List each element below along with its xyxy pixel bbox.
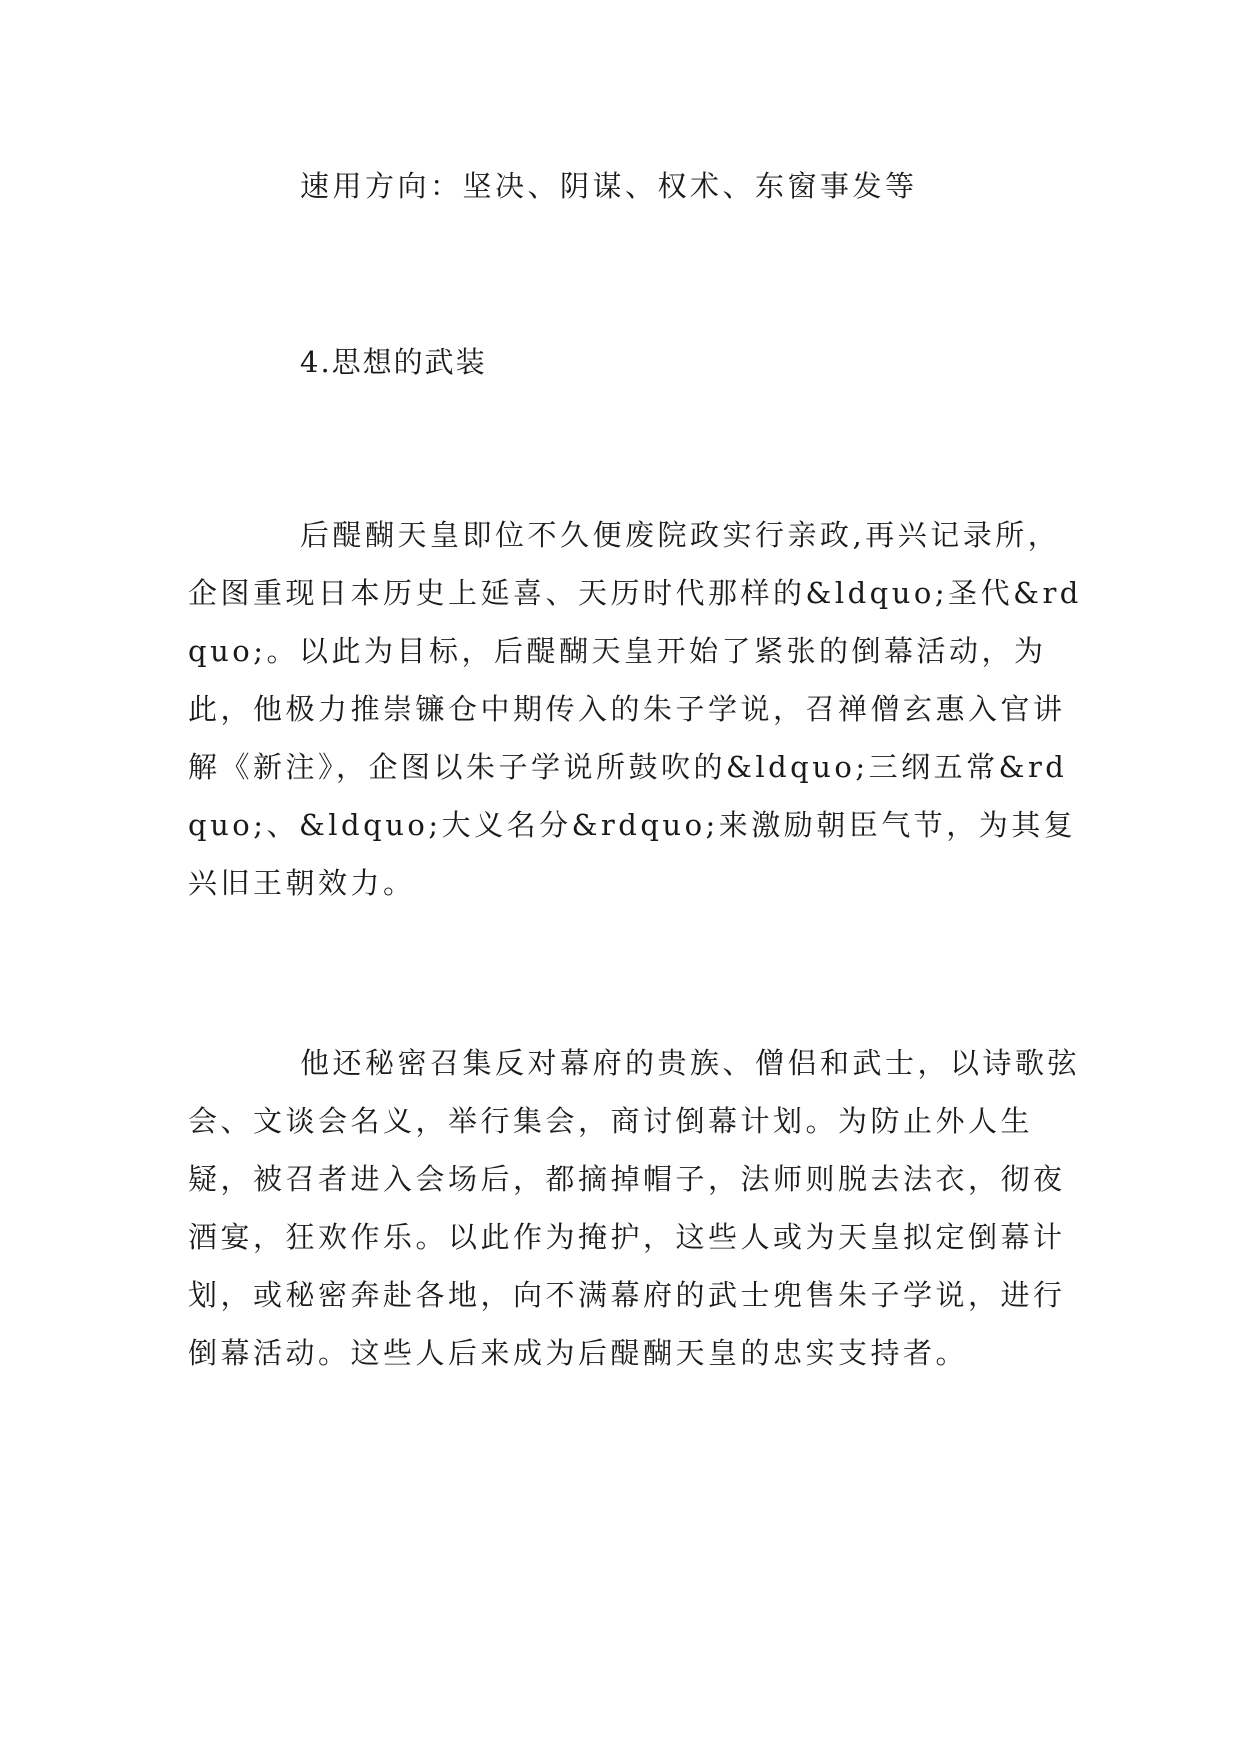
- paragraph-1: 后醍醐天皇即位不久便废院政实行亲政,再兴记录所，企图重现日本历史上延喜、天历时代那样的&ldquo;圣代&rdquo;。以此为目标，后醍醐天皇开始了紧张的倒幕活动，为此，他极力推崇镰仓中期传入的朱子学说，召禅僧玄惠入官讲解《新注》，企图以朱子学说所鼓吹的&ldquo;三纲五常&rdquo;、&ldquo;大义名分&rdquo;来激励朝臣气节，为其复兴旧王朝效力。: [188, 518, 1082, 900]
- usage-line: 速用方向：坚决、阴谋、权术、东窗事发等: [300, 169, 918, 203]
- section-title: 4.思想的武装: [300, 345, 487, 379]
- paragraph-2: 他还秘密召集反对幕府的贵族、僧侣和武士，以诗歌弦会、文谈会名义，举行集会，商讨倒幕计划。为防止外人生疑，被召者进入会场后，都摘掉帽子，法师则脱去法衣，彻夜酒宴，狂欢作乐。以此作为掩护，这些人或为天皇拟定倒幕计划，或秘密奔赴各地，向不满幕府的武士兜售朱子学说，进行倒幕活动。这些人后来成为后醍醐天皇的忠实支持者。: [188, 1046, 1081, 1370]
